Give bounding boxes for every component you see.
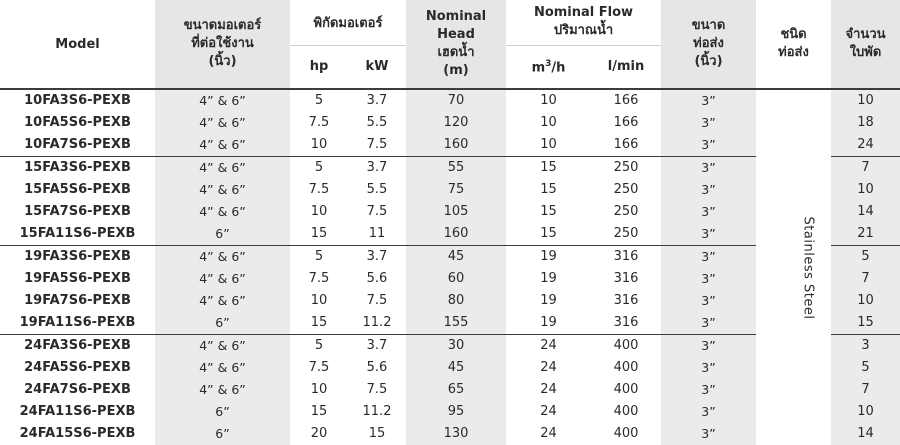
pipe-size-cell: 3” bbox=[661, 134, 756, 157]
flow-m3h-cell: 19 bbox=[540, 271, 557, 286]
header-pipe-size-line3: (นิ้ว) bbox=[694, 54, 723, 69]
head-cell: 95 bbox=[406, 401, 506, 423]
hp-cell: 15 bbox=[310, 315, 328, 330]
head-cell: 65 bbox=[406, 379, 506, 401]
motor-size-cell: 4” & 6” bbox=[155, 157, 290, 180]
kw-cell: 5.5 bbox=[366, 182, 388, 197]
impellers-cell: 7 bbox=[831, 268, 900, 290]
flow-m3h-cell: 24 bbox=[540, 360, 557, 375]
pipe-size-cell: 3” bbox=[661, 201, 756, 223]
header-pipe-type-line1: ชนิด bbox=[780, 27, 807, 42]
impellers-cell: 10 bbox=[831, 89, 900, 112]
hp-cell: 20 bbox=[310, 426, 328, 441]
pipe-material-cell bbox=[756, 89, 831, 445]
header-m3h bbox=[506, 45, 591, 89]
header-head-line3: เฮดน้ำ bbox=[437, 45, 475, 60]
head-cell: 70 bbox=[406, 89, 506, 112]
header-pipe-size-line2: ท่อส่ง bbox=[693, 36, 724, 51]
hp-cell: 10 bbox=[310, 293, 328, 308]
header-m3h-tail: /h bbox=[551, 59, 566, 75]
kw-cell: 7.5 bbox=[366, 382, 388, 397]
header-motor-size-line2: ที่ต่อใช้งาน bbox=[191, 36, 254, 51]
header-motor-size-line3: (นิ้ว) bbox=[208, 54, 237, 69]
model-cell: 19FA5S6-PEXB bbox=[24, 271, 131, 286]
impellers-cell: 14 bbox=[831, 423, 900, 445]
model-cell: 24FA15S6-PEXB bbox=[19, 426, 136, 441]
impellers-cell: 10 bbox=[831, 401, 900, 423]
head-cell: 160 bbox=[406, 134, 506, 157]
header-hp: hp bbox=[290, 45, 348, 89]
model-cell: 15FA5S6-PEXB bbox=[24, 182, 131, 197]
table-header bbox=[0, 0, 900, 89]
motor-size-cell: 4” & 6” bbox=[155, 335, 290, 358]
impellers-cell: 24 bbox=[831, 134, 900, 157]
motor-size-cell: 4” & 6” bbox=[155, 290, 290, 312]
flow-m3h-cell: 10 bbox=[540, 137, 557, 152]
pipe-size-cell: 3” bbox=[661, 223, 756, 246]
header-pipe-size-line1: ขนาด bbox=[691, 18, 726, 33]
pipe-size-cell: 3” bbox=[661, 379, 756, 401]
motor-size-cell: 4” & 6” bbox=[155, 357, 290, 379]
hp-cell: 7.5 bbox=[308, 182, 330, 197]
pipe-size-cell: 3” bbox=[661, 179, 756, 201]
head-cell: 30 bbox=[406, 335, 506, 358]
flow-lmin-cell: 250 bbox=[613, 226, 639, 241]
kw-cell: 7.5 bbox=[366, 137, 388, 152]
hp-cell: 15 bbox=[310, 404, 328, 419]
pipe-size-cell: 3” bbox=[661, 357, 756, 379]
flow-m3h-cell: 24 bbox=[540, 426, 557, 441]
impellers-cell: 5 bbox=[831, 246, 900, 269]
flow-lmin-cell: 316 bbox=[613, 271, 639, 286]
flow-lmin-cell: 316 bbox=[591, 246, 661, 269]
impellers-cell: 15 bbox=[831, 312, 900, 335]
flow-lmin-cell: 400 bbox=[591, 335, 661, 358]
header-motor-size-line1: ขนาดมอเตอร์ bbox=[183, 18, 262, 33]
flow-lmin-cell: 166 bbox=[613, 137, 639, 152]
model-cell: 10FA5S6-PEXB bbox=[24, 115, 131, 130]
impellers-cell: 3 bbox=[831, 335, 900, 358]
head-cell: 120 bbox=[406, 112, 506, 134]
flow-lmin-cell: 166 bbox=[591, 89, 661, 112]
flow-lmin-cell: 250 bbox=[613, 182, 639, 197]
model-cell: 15FA11S6-PEXB bbox=[19, 226, 136, 241]
header-nominal-head bbox=[406, 0, 506, 89]
motor-size-cell: 4” & 6” bbox=[155, 89, 290, 112]
flow-lmin-cell: 400 bbox=[613, 382, 639, 397]
header-pipe-type-line2: ท่อส่ง bbox=[778, 45, 809, 60]
header-m3h-sup: 3 bbox=[545, 58, 552, 69]
model-cell: 10FA7S6-PEXB bbox=[24, 137, 131, 152]
head-cell: 80 bbox=[406, 290, 506, 312]
flow-lmin-cell: 166 bbox=[613, 115, 639, 130]
motor-size-cell: 4” & 6” bbox=[155, 379, 290, 401]
pipe-size-cell: 3” bbox=[661, 290, 756, 312]
header-motor-rating: พิกัดมอเตอร์ bbox=[313, 15, 383, 31]
header-head-line2: Head bbox=[437, 27, 475, 42]
motor-size-cell: 4” & 6” bbox=[155, 179, 290, 201]
pipe-size-cell: 3” bbox=[661, 112, 756, 134]
head-cell: 160 bbox=[406, 223, 506, 246]
kw-cell: 5.6 bbox=[366, 360, 388, 375]
impellers-cell: 14 bbox=[831, 201, 900, 223]
motor-size-cell: 6” bbox=[155, 401, 290, 423]
pipe-size-cell: 3” bbox=[661, 157, 756, 180]
pipe-size-cell: 3” bbox=[661, 401, 756, 423]
flow-lmin-cell: 400 bbox=[613, 426, 639, 441]
header-kw: kW bbox=[348, 45, 406, 89]
flow-m3h-cell: 24 bbox=[540, 382, 557, 397]
table-body bbox=[0, 89, 900, 445]
impellers-cell: 21 bbox=[831, 223, 900, 246]
kw-cell: 11 bbox=[368, 226, 386, 241]
model-cell: 19FA11S6-PEXB bbox=[19, 315, 136, 330]
kw-cell: 3.7 bbox=[348, 335, 406, 358]
hp-cell: 5 bbox=[290, 157, 348, 180]
hp-cell: 10 bbox=[310, 137, 328, 152]
motor-size-cell: 6” bbox=[155, 423, 290, 445]
head-cell: 75 bbox=[406, 179, 506, 201]
pipe-material-label: Stainless Steel bbox=[800, 216, 816, 319]
motor-size-cell: 6” bbox=[155, 312, 290, 335]
model-cell: 19FA7S6-PEXB bbox=[24, 293, 131, 308]
pipe-size-cell: 3” bbox=[661, 423, 756, 445]
model-cell: 24FA11S6-PEXB bbox=[19, 404, 136, 419]
flow-m3h-cell: 19 bbox=[540, 293, 557, 308]
header-nominal-flow bbox=[506, 0, 661, 45]
header-flow-line2: ปริมาณน้ำ bbox=[553, 23, 614, 39]
impellers-cell: 18 bbox=[831, 112, 900, 134]
model-cell: 10FA3S6-PEXB bbox=[0, 89, 155, 112]
flow-m3h-cell: 24 bbox=[506, 335, 591, 358]
kw-cell: 7.5 bbox=[366, 293, 388, 308]
header-pipe-size bbox=[661, 0, 756, 89]
model-cell: 24FA3S6-PEXB bbox=[0, 335, 155, 358]
flow-lmin-cell: 250 bbox=[591, 157, 661, 180]
head-cell: 55 bbox=[406, 157, 506, 180]
pipe-size-cell: 3” bbox=[661, 268, 756, 290]
impellers-cell: 10 bbox=[831, 290, 900, 312]
pipe-size-cell: 3” bbox=[661, 312, 756, 335]
impellers-cell: 10 bbox=[831, 179, 900, 201]
header-impellers-line1: จำนวน bbox=[845, 27, 886, 42]
kw-cell: 3.7 bbox=[348, 157, 406, 180]
table-row bbox=[0, 89, 900, 112]
impellers-cell: 7 bbox=[831, 157, 900, 180]
flow-m3h-cell: 24 bbox=[540, 404, 557, 419]
kw-cell: 3.7 bbox=[348, 246, 406, 269]
flow-m3h-cell: 15 bbox=[540, 204, 557, 219]
head-cell: 45 bbox=[406, 246, 506, 269]
model-cell: 24FA5S6-PEXB bbox=[24, 360, 131, 375]
motor-size-cell: 4” & 6” bbox=[155, 268, 290, 290]
kw-cell: 11.2 bbox=[362, 404, 392, 419]
pipe-size-cell: 3” bbox=[661, 335, 756, 358]
hp-cell: 5 bbox=[290, 89, 348, 112]
kw-cell: 5.5 bbox=[366, 115, 388, 130]
model-cell: 15FA3S6-PEXB bbox=[0, 157, 155, 180]
flow-m3h-cell: 10 bbox=[506, 89, 591, 112]
flow-lmin-cell: 400 bbox=[613, 360, 639, 375]
motor-size-cell: 4” & 6” bbox=[155, 201, 290, 223]
hp-cell: 7.5 bbox=[308, 271, 330, 286]
hp-cell: 5 bbox=[290, 335, 348, 358]
pipe-size-cell: 3” bbox=[661, 89, 756, 112]
kw-cell: 11.2 bbox=[362, 315, 392, 330]
motor-size-cell: 6” bbox=[155, 223, 290, 246]
flow-lmin-cell: 316 bbox=[613, 315, 639, 330]
flow-m3h-cell: 10 bbox=[540, 115, 557, 130]
pipe-size-cell: 3” bbox=[661, 246, 756, 269]
motor-size-cell: 4” & 6” bbox=[155, 112, 290, 134]
header-model: Model bbox=[55, 36, 100, 52]
model-cell: 24FA7S6-PEXB bbox=[24, 382, 131, 397]
kw-cell: 15 bbox=[368, 426, 386, 441]
hp-cell: 15 bbox=[310, 226, 328, 241]
kw-cell: 7.5 bbox=[366, 204, 388, 219]
header-lmin: l/min bbox=[591, 45, 661, 89]
impellers-cell: 5 bbox=[831, 357, 900, 379]
flow-m3h-cell: 15 bbox=[506, 157, 591, 180]
model-cell: 19FA3S6-PEXB bbox=[0, 246, 155, 269]
hp-cell: 10 bbox=[310, 382, 328, 397]
model-cell: 15FA7S6-PEXB bbox=[24, 204, 131, 219]
head-cell: 45 bbox=[406, 357, 506, 379]
head-cell: 155 bbox=[406, 312, 506, 335]
impellers-cell: 7 bbox=[831, 379, 900, 401]
flow-m3h-cell: 19 bbox=[506, 246, 591, 269]
head-cell: 105 bbox=[406, 201, 506, 223]
flow-m3h-cell: 19 bbox=[540, 315, 557, 330]
motor-size-cell: 4” & 6” bbox=[155, 246, 290, 269]
header-flow-line1: Nominal Flow bbox=[533, 5, 634, 21]
flow-m3h-cell: 15 bbox=[540, 226, 557, 241]
header-impellers bbox=[831, 0, 900, 89]
head-cell: 60 bbox=[406, 268, 506, 290]
hp-cell: 10 bbox=[310, 204, 328, 219]
header-m3h-base: m bbox=[531, 59, 546, 75]
kw-cell: 3.7 bbox=[348, 89, 406, 112]
hp-cell: 7.5 bbox=[308, 360, 330, 375]
header-pipe-type bbox=[756, 0, 831, 89]
kw-cell: 5.6 bbox=[366, 271, 388, 286]
head-cell: 130 bbox=[406, 423, 506, 445]
header-impellers-line2: ใบพัด bbox=[849, 45, 882, 60]
hp-cell: 7.5 bbox=[308, 115, 330, 130]
flow-lmin-cell: 316 bbox=[613, 293, 639, 308]
header-head-line4: (m) bbox=[443, 63, 469, 78]
header-motor-size bbox=[155, 0, 290, 89]
motor-size-cell: 4” & 6” bbox=[155, 134, 290, 157]
header-head-line1: Nominal bbox=[425, 9, 487, 24]
flow-m3h-cell: 15 bbox=[540, 182, 557, 197]
flow-lmin-cell: 250 bbox=[613, 204, 639, 219]
flow-lmin-cell: 400 bbox=[613, 404, 639, 419]
hp-cell: 5 bbox=[290, 246, 348, 269]
